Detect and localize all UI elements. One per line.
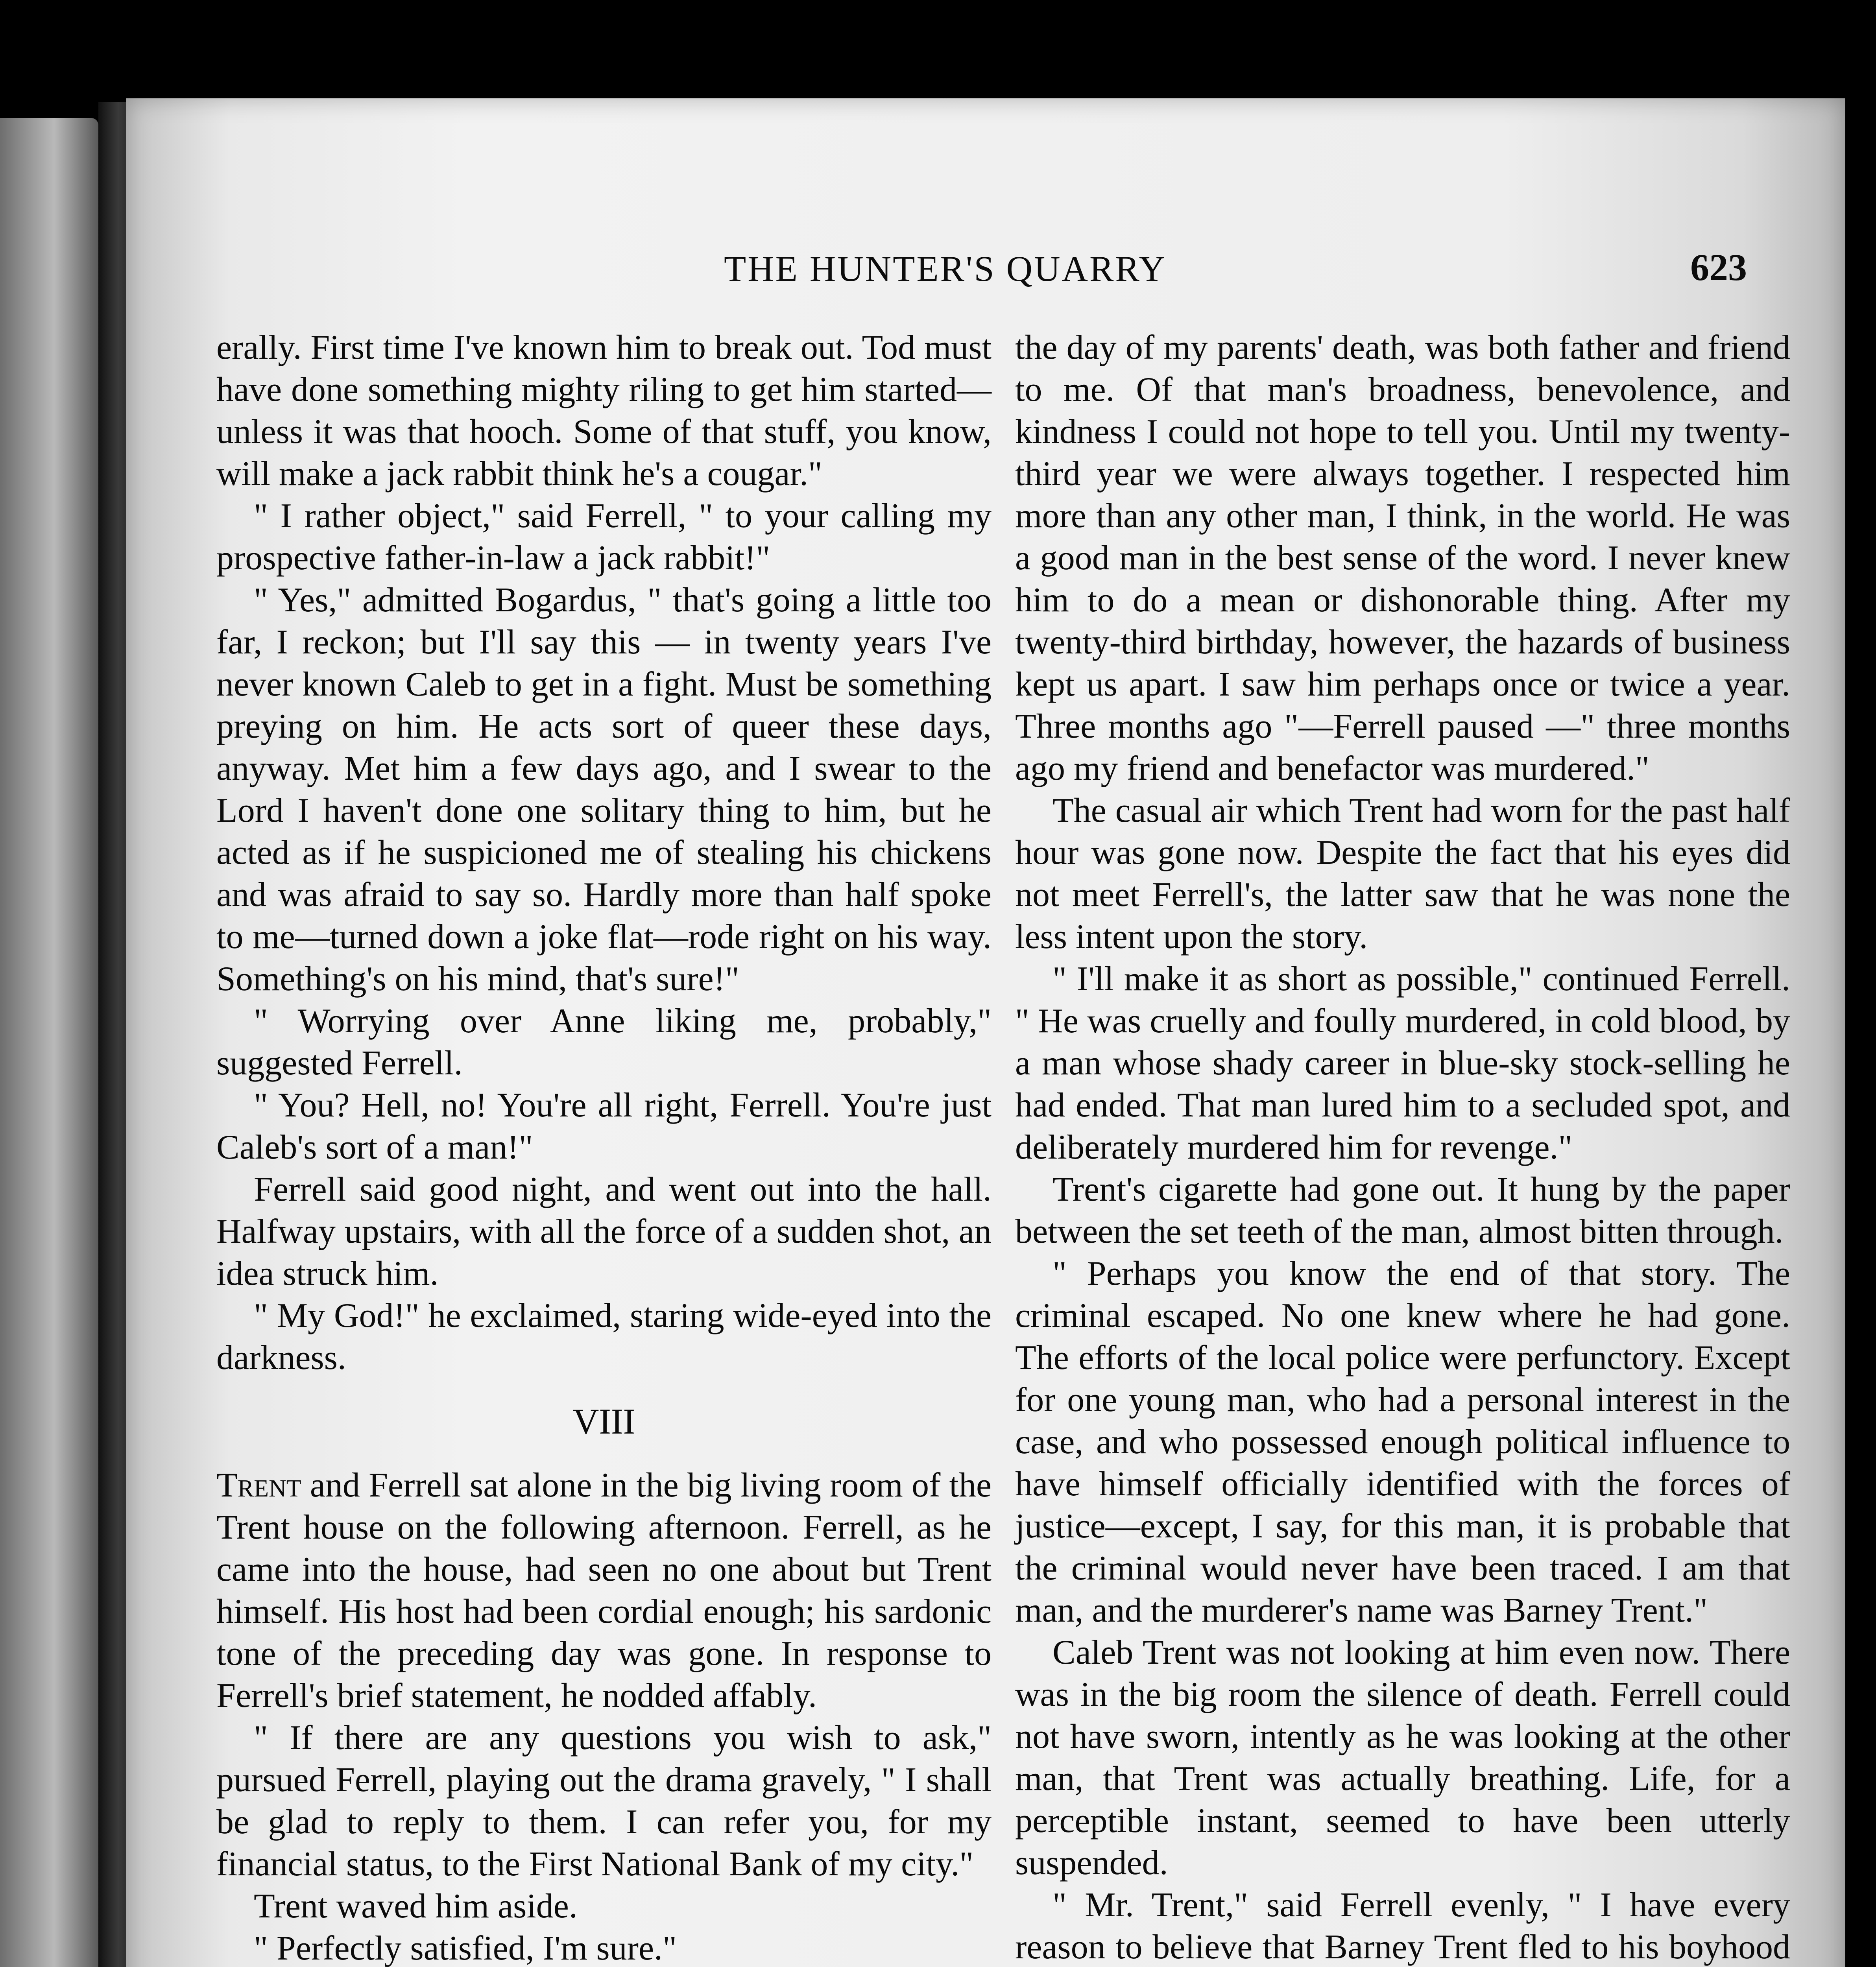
paragraph: Trent waved him aside. [254,1887,578,1925]
paragraph: " I rather object," said Ferrell, " to your calling my prospective father-in-law a jack rabbit!" [216,497,992,577]
paragraph: " You? Hell, no! You're all right, Ferrell. You're just Caleb's sort of a man!" [216,1086,992,1166]
paragraph: " I'll make it as short as possible," continued Ferrell. " He was cruelly and foully murdered, in cold blood, by a man whose shady career in blue-sky stock-selling he had ended. That man lured him to a secluded spot, and deliberately murdered him for revenge." [1015,960,1790,1166]
right-text-column [1015,327,1790,1967]
page-number: 623 [1690,246,1747,288]
running-title: THE HUNTER'S QUARRY [724,249,1167,289]
paragraph: The casual air which Trent had worn for the past half hour was gone now. Despite the fact that his eyes did not meet Ferrell's, the latter saw that he was none the less intent upon the story. [1015,792,1790,956]
page-header [126,248,1845,303]
paragraph: " My God!" he exclaimed, staring wide-eyed into the darkness. [216,1297,992,1377]
paragraph: erally. First time I've known him to break out. Tod must have done something mighty riling to get him started—unless it was that hooch. Some of that stuff, you know, will make a jack rabbit think he's a cougar." [216,328,992,493]
opening-text: and Ferrell sat alone in the big living room of the Trent house on the following afternoon. Ferrell, as he came into the house, had seen no one about but Trent himself. His host had been cordial enough; his sardonic tone of the preceding day was gone. In response to Ferrell's brief statement, he nodded affably. [216,1466,992,1715]
section-opening-paragraph [216,1464,992,1717]
book-page [126,98,1845,1967]
paragraph: " If there are any questions you wish to ask," pursued Ferrell, playing out the drama gravely, " I shall be glad to reply to them. I can refer you, for my financial status, to the First National Bank of my city." [216,1719,992,1883]
facing-page-edge [0,118,98,1967]
paragraph: " Perfectly satisfied, I'm sure." [254,1929,677,1967]
paragraph: Trent's cigarette had gone out. It hung by the paper between the set teeth of the man, almost bitten through. [1015,1170,1790,1251]
left-text-column [216,327,992,1967]
paragraph: " Perhaps you know the end of that story. The criminal escaped. No one knew where he had gone. The efforts of the local police were perfunctory. Except for one young man, who had a personal interest in the case, and who possessed enough political influence to have himself officially identified with the forces of justice—except, I say, for this man, it is probable that the criminal would never have been traced. I am that man, and the murderer's name was Barney Trent." [1015,1255,1790,1629]
paragraph: " Worrying over Anne liking me, probably," suggested Ferrell. [216,1002,992,1082]
paragraph: " Yes," admitted Bogardus, " that's going a little too far, I reckon; but I'll say this — in twenty years I've never known Caleb to get in a fight. Must be something preying on him. He acts sort of queer these days, anyway. Met him a few days ago, and I swear to the Lord I haven't done one solitary thing to him, but he acted as if he suspicioned me of stealing his chickens and was afraid to say so. Hardly more than half spoke to me—turned down a joke flat—rode right on his way. Something's on his mind, that's sure!" [216,581,992,998]
paragraph: Ferrell said good night, and went out into the hall. Halfway upstairs, with all the force of a sudden shot, an idea struck him. [216,1170,992,1293]
paragraph: the day of my parents' death, was both father and friend to me. Of that man's broadness, benevolence, and kindness I could not hope to tell you. Until my twenty-third year we were always together. I respected him more than any other man, I think, in the world. He was a good man in the best sense of the word. I never knew him to do a mean or dishonorable thing. After my twenty-third birthday, however, the hazards of business kept us apart. I saw him perhaps once or twice a year. Three months ago "—Ferrell paused —" three months ago my friend and benefactor was murdered." [1015,328,1790,788]
paragraph: Caleb Trent was not looking at him even now. There was in the big room the silence of death. Ferrell could not have sworn, intently as he was looking at the other man, that Trent was actually breathing. Life, for a perceptible instant, seemed to have been utterly suspended. [1015,1633,1790,1882]
paragraph: " Mr. Trent," said Ferrell evenly, " I have every reason to believe that Barney Trent fled to his boyhood [1015,1886,1790,1966]
opening-word: Trent [216,1466,301,1504]
section-heading: VIII [572,1401,635,1441]
